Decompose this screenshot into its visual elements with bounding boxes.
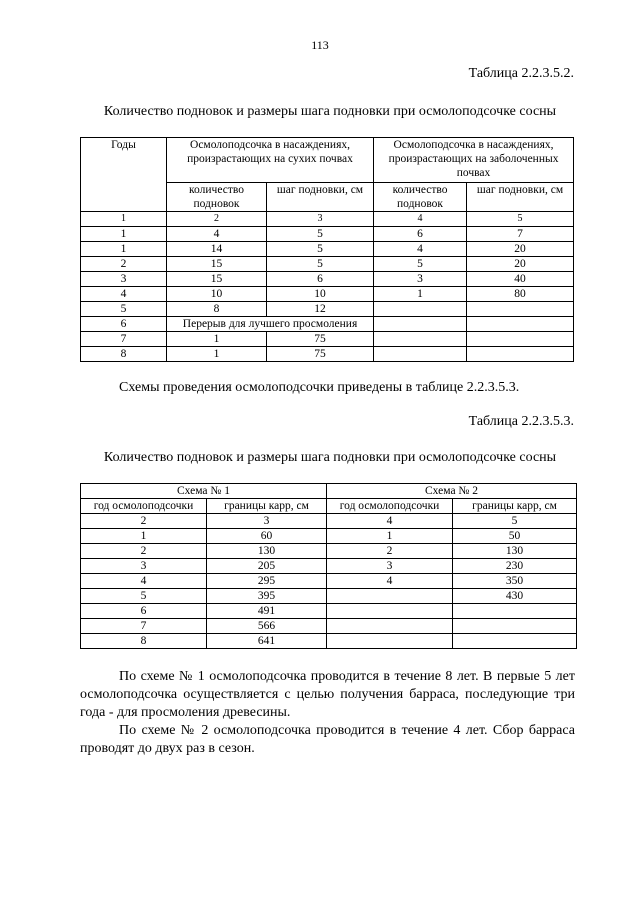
table-cell: 6 <box>81 317 167 332</box>
table2 <box>80 483 577 649</box>
table-cell: 3 <box>327 559 453 574</box>
table-cell <box>453 634 577 649</box>
table1-header-row <box>81 138 574 183</box>
table-cell: 20 <box>467 257 574 272</box>
table-cell: 8 <box>81 634 207 649</box>
body-text <box>80 668 575 758</box>
table-cell: 5 <box>453 514 577 529</box>
table-cell <box>374 302 467 317</box>
table-cell <box>374 347 467 362</box>
header-year-1: год осмолоподсочки <box>81 499 207 514</box>
table-cell: 1 <box>81 242 167 257</box>
table-row <box>81 332 574 347</box>
table-cell <box>327 589 453 604</box>
header-group-dry: Осмолоподсочка в насаждениях, произрастающих на сухих почвах <box>167 138 374 183</box>
table-cell: 641 <box>207 634 327 649</box>
header-step-wet: шаг подновки, см <box>467 183 574 212</box>
table-row <box>81 347 574 362</box>
table-row <box>81 257 574 272</box>
table-cell: 295 <box>207 574 327 589</box>
table-cell: 5 <box>267 242 374 257</box>
table-row <box>81 242 574 257</box>
table-row <box>81 589 577 604</box>
table-row <box>81 227 574 242</box>
table1-caption: Таблица 2.2.3.5.2. <box>468 66 574 81</box>
table-cell: 5 <box>81 302 167 317</box>
table2-scheme-row <box>81 484 577 499</box>
table-cell: 5 <box>374 257 467 272</box>
paragraph-scheme-1: По схеме № 1 осмолоподсочка проводится в течение 8 лет. В первые 5 лет осмолоподсочка осуществляется с целью получения барраса, последующие три года - для просмоления древесины. <box>80 669 575 720</box>
table-row <box>81 634 577 649</box>
table-cell: 75 <box>267 332 374 347</box>
table-cell: 4 <box>374 212 467 227</box>
table-cell: 2 <box>81 514 207 529</box>
table-cell: 4 <box>81 287 167 302</box>
table2-title: Количество подновок и размеры шага подновки при осмолоподсочке сосны <box>103 450 557 465</box>
table-cell: 40 <box>467 272 574 287</box>
table-cell <box>327 634 453 649</box>
table-row <box>81 559 577 574</box>
header-scheme-2: Схема № 2 <box>327 484 577 499</box>
table-row <box>81 604 577 619</box>
table-cell: 15 <box>167 257 267 272</box>
table-cell: 2 <box>167 212 267 227</box>
table-row <box>81 272 574 287</box>
header-count-dry: количество подновок <box>167 183 267 212</box>
table-cell: 3 <box>207 514 327 529</box>
table-cell: 350 <box>453 574 577 589</box>
table1 <box>80 137 574 362</box>
table-cell: 7 <box>81 332 167 347</box>
table-cell: 6 <box>81 604 207 619</box>
break-note-cell: Перерыв для лучшего просмоления <box>167 317 374 332</box>
table-cell: 3 <box>267 212 374 227</box>
table-cell <box>453 619 577 634</box>
table-cell <box>467 302 574 317</box>
table-cell: 60 <box>207 529 327 544</box>
table-cell <box>467 332 574 347</box>
table-row <box>81 529 577 544</box>
table-cell: 75 <box>267 347 374 362</box>
table-cell: 20 <box>467 242 574 257</box>
table-row <box>81 574 577 589</box>
between-text: Схемы проведения осмолоподсочки приведены в таблице 2.2.3.5.3. <box>119 380 520 395</box>
header-scheme-1: Схема № 1 <box>81 484 327 499</box>
table-cell: 1 <box>327 529 453 544</box>
table-cell <box>327 604 453 619</box>
table1-title: Количество подновок и размеры шага подновки при осмолоподсочке сосны <box>103 104 557 119</box>
page-number: 113 <box>311 38 329 52</box>
header-bounds-1: границы карр, см <box>207 499 327 514</box>
table-row <box>81 619 577 634</box>
table-cell: 15 <box>167 272 267 287</box>
table-cell: 130 <box>453 544 577 559</box>
table-cell: 2 <box>327 544 453 559</box>
table-row <box>81 287 574 302</box>
table-cell: 5 <box>81 589 207 604</box>
table-cell: 1 <box>81 227 167 242</box>
table-cell <box>327 619 453 634</box>
table-cell: 14 <box>167 242 267 257</box>
table2-header-row <box>81 499 577 514</box>
table-cell: 3 <box>81 559 207 574</box>
table-row <box>81 544 577 559</box>
table-cell <box>374 317 467 332</box>
table-row <box>81 302 574 317</box>
paragraph-scheme-2: По схеме № 2 осмолоподсочка проводится в течение 4 лет. Сбор барраса проводят до двух раз в сезон. <box>80 723 575 756</box>
table-cell: 130 <box>207 544 327 559</box>
table-cell: 3 <box>374 272 467 287</box>
table-cell: 3 <box>81 272 167 287</box>
table-cell: 7 <box>467 227 574 242</box>
header-count-wet: количество подновок <box>374 183 467 212</box>
table-cell: 1 <box>81 529 207 544</box>
table-cell <box>374 332 467 347</box>
table-cell: 8 <box>167 302 267 317</box>
table-cell: 395 <box>207 589 327 604</box>
table-cell: 7 <box>81 619 207 634</box>
table-cell <box>467 347 574 362</box>
table2-caption: Таблица 2.2.3.5.3. <box>468 414 574 429</box>
table-cell: 491 <box>207 604 327 619</box>
table-cell: 2 <box>81 544 207 559</box>
table-cell: 2 <box>81 257 167 272</box>
table-cell: 5 <box>267 257 374 272</box>
table-cell: 4 <box>167 227 267 242</box>
table-cell: 10 <box>267 287 374 302</box>
table-cell: 1 <box>374 287 467 302</box>
header-years: Годы <box>81 138 167 212</box>
table2-index-row <box>81 514 577 529</box>
table-cell: 50 <box>453 529 577 544</box>
table-cell: 4 <box>81 574 207 589</box>
table-cell: 8 <box>81 347 167 362</box>
table-cell: 1 <box>167 332 267 347</box>
table-cell: 4 <box>327 574 453 589</box>
table-cell: 6 <box>267 272 374 287</box>
header-year-2: год осмолоподсочки <box>327 499 453 514</box>
table-cell: 80 <box>467 287 574 302</box>
table1-index-row <box>81 212 574 227</box>
table-cell: 10 <box>167 287 267 302</box>
header-group-wet: Осмолоподсочка в насаждениях, произрастающих на заболоченных почвах <box>374 138 574 183</box>
table-cell: 4 <box>327 514 453 529</box>
table-cell: 4 <box>374 242 467 257</box>
table-cell: 1 <box>81 212 167 227</box>
table-cell <box>467 317 574 332</box>
table-cell: 12 <box>267 302 374 317</box>
header-bounds-2: границы карр, см <box>453 499 577 514</box>
table-cell: 205 <box>207 559 327 574</box>
table-cell: 5 <box>267 227 374 242</box>
table-row <box>81 317 574 332</box>
table-cell <box>453 604 577 619</box>
table-cell: 230 <box>453 559 577 574</box>
table-cell: 6 <box>374 227 467 242</box>
table-cell: 1 <box>167 347 267 362</box>
table-cell: 566 <box>207 619 327 634</box>
table-cell: 5 <box>467 212 574 227</box>
table-cell: 430 <box>453 589 577 604</box>
header-step-dry: шаг подновки, см <box>267 183 374 212</box>
